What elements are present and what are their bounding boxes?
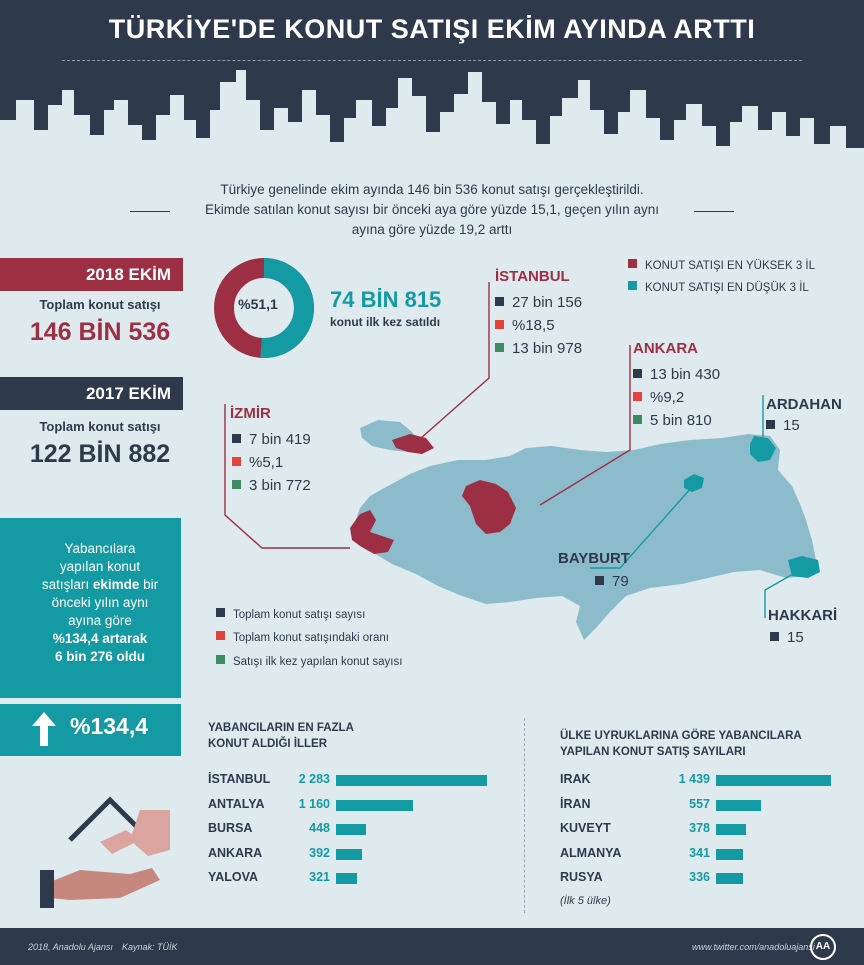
bar-category-label: İSTANBUL (208, 772, 271, 786)
green-square-icon (216, 655, 225, 664)
aa-logo: AA (810, 934, 836, 960)
intro-line-2: Ekimde satılan konut sayısı bir önceki aya göre yüzde 15,1, geçen yılın aynı (204, 202, 659, 217)
city-istanbul-name: İSTANBUL (495, 268, 570, 285)
bar-value-label: 321 (309, 870, 330, 884)
bar-category-label: IRAK (560, 772, 591, 786)
page-title: TÜRKİYE'DE KONUT SATIŞI EKİM AYINDA ARTTI (108, 14, 756, 44)
city-hakkari-name: HAKKARİ (768, 607, 838, 624)
bar-value-label: 392 (309, 845, 330, 860)
increase-value: %134,4 (70, 713, 149, 739)
foreign-sales-text: Yabancılara yapılan konut satışları ekimde bir önceki yılın aynı ayına göre %134,4 artarak 6 bin 276 oldu (41, 541, 159, 664)
ankara-first: 5 bin 810 (633, 409, 720, 432)
red-square-icon (633, 392, 642, 401)
bar (716, 775, 831, 786)
bar-category-label: YALOVA (208, 870, 259, 884)
red-square-icon (495, 320, 504, 329)
bar-value-label: 341 (689, 845, 710, 860)
bar (336, 800, 413, 811)
izmir-share: %5,1 (232, 451, 311, 474)
donut-percent: %51,1 (238, 296, 278, 312)
bar-value-label: 336 (689, 870, 710, 884)
navy-square-icon (766, 420, 775, 429)
bar (336, 873, 357, 884)
bar-value-label: 1 439 (678, 772, 710, 786)
green-square-icon (633, 415, 642, 424)
city-ankara-stats (633, 363, 720, 432)
red-square-icon (216, 631, 225, 640)
footer-source: Kaynak: TÜİK (122, 942, 178, 952)
bar-category-label: İRAN (560, 796, 591, 811)
istanbul-share: %18,5 (495, 314, 582, 337)
arrow-up-icon (32, 712, 56, 746)
bar (716, 849, 743, 860)
panel-divider (524, 718, 525, 913)
bar (716, 873, 743, 884)
city-istanbul-stats (495, 291, 582, 360)
panel2-title: ÜLKE UYRUKLARINA GÖRE YABANCILARA YAPILAN KONUT SATIŞ SAYILARI (560, 730, 802, 758)
bar-value-label: 378 (689, 821, 710, 835)
value-2018: 146 BİN 536 (29, 318, 171, 346)
value-2017: 122 BİN 882 (29, 440, 171, 468)
bar-value-label: 448 (309, 821, 330, 835)
bayburt-total: 79 (595, 570, 629, 593)
ankara-total: 13 bin 430 (633, 363, 720, 386)
legend-highest: KONUT SATIŞI EN YÜKSEK 3 İL (628, 254, 815, 278)
bar (336, 824, 366, 835)
intro-line-3: ayına göre yüzde 19,2 arttı (351, 222, 513, 237)
bar-category-label: BURSA (208, 821, 253, 835)
ankara-share: %9,2 (633, 386, 720, 409)
tag-2017: 2017 EKİM (0, 377, 183, 410)
istanbul-first: 13 bin 978 (495, 337, 582, 360)
red-square-icon (232, 457, 241, 466)
legend-lowest: KONUT SATIŞI EN DÜŞÜK 3 İL (628, 276, 809, 300)
bar (336, 849, 362, 860)
izmir-first: 3 bin 772 (232, 474, 311, 497)
bar-value-label: 557 (689, 796, 710, 811)
hakkari-total: 15 (770, 626, 804, 649)
leader-ankara (540, 345, 630, 505)
city-izmir-name: İZMİR (230, 405, 271, 422)
city-izmir-stats (232, 428, 311, 497)
city-ardahan-name: ARDAHAN (766, 396, 842, 413)
bar-chart-note: (İlk 5 ülke) (560, 895, 611, 907)
city-ankara-name: ANKARA (633, 340, 698, 357)
navy-square-icon (232, 434, 241, 443)
intro-line-1: Türkiye genelinde ekim ayında 146 bin 536 konut satışı gerçekleştirildi. (220, 182, 644, 197)
bar-category-label: ANTALYA (208, 796, 265, 811)
footer-twitter-link[interactable]: www.twitter.com/anadoluajansi (692, 942, 815, 952)
label-2018: Toplam konut satışı (39, 297, 161, 312)
izmir-total: 7 bin 419 (232, 428, 311, 451)
navy-square-icon (633, 369, 642, 378)
bar (336, 775, 487, 786)
navy-square-icon (495, 297, 504, 306)
first-sale-label: konut ilk kez satıldı (330, 315, 441, 329)
bar-category-label: ALMANYA (560, 845, 622, 860)
navy-square-icon (770, 632, 779, 641)
footer-copyright: 2018, Anadolu Ajansı (28, 942, 113, 952)
leader-istanbul (412, 282, 489, 446)
bar-category-label: ANKARA (208, 845, 263, 860)
legend-total: Toplam konut satışı sayısı (216, 603, 365, 627)
city-bayburt-name: BAYBURT (558, 550, 630, 567)
bar-category-label: KUVEYT (560, 821, 611, 835)
green-square-icon (495, 343, 504, 352)
ardahan-total: 15 (766, 414, 800, 437)
bar-value-label: 2 283 (298, 772, 330, 786)
navy-square-icon (595, 576, 604, 585)
navy-square-icon (216, 608, 225, 617)
panel1-title: YABANCILARIN EN FAZLA KONUT ALDIĞI İLLER (208, 722, 354, 750)
house-hands-icon (40, 770, 180, 910)
label-2017: Toplam konut satışı (39, 419, 161, 434)
first-sale-value: 74 BİN 815 (330, 287, 442, 312)
bar (716, 824, 746, 835)
green-square-icon (232, 480, 241, 489)
istanbul-total: 27 bin 156 (495, 291, 582, 314)
bar (716, 800, 761, 811)
legend-first: Satışı ilk kez yapılan konut sayısı (216, 650, 402, 674)
bar-category-label: RUSYA (560, 870, 603, 884)
legend-share: Toplam konut satışındaki oranı (216, 626, 389, 650)
bar-value-label: 1 160 (298, 796, 330, 811)
tag-2018: 2018 EKİM (0, 258, 183, 291)
